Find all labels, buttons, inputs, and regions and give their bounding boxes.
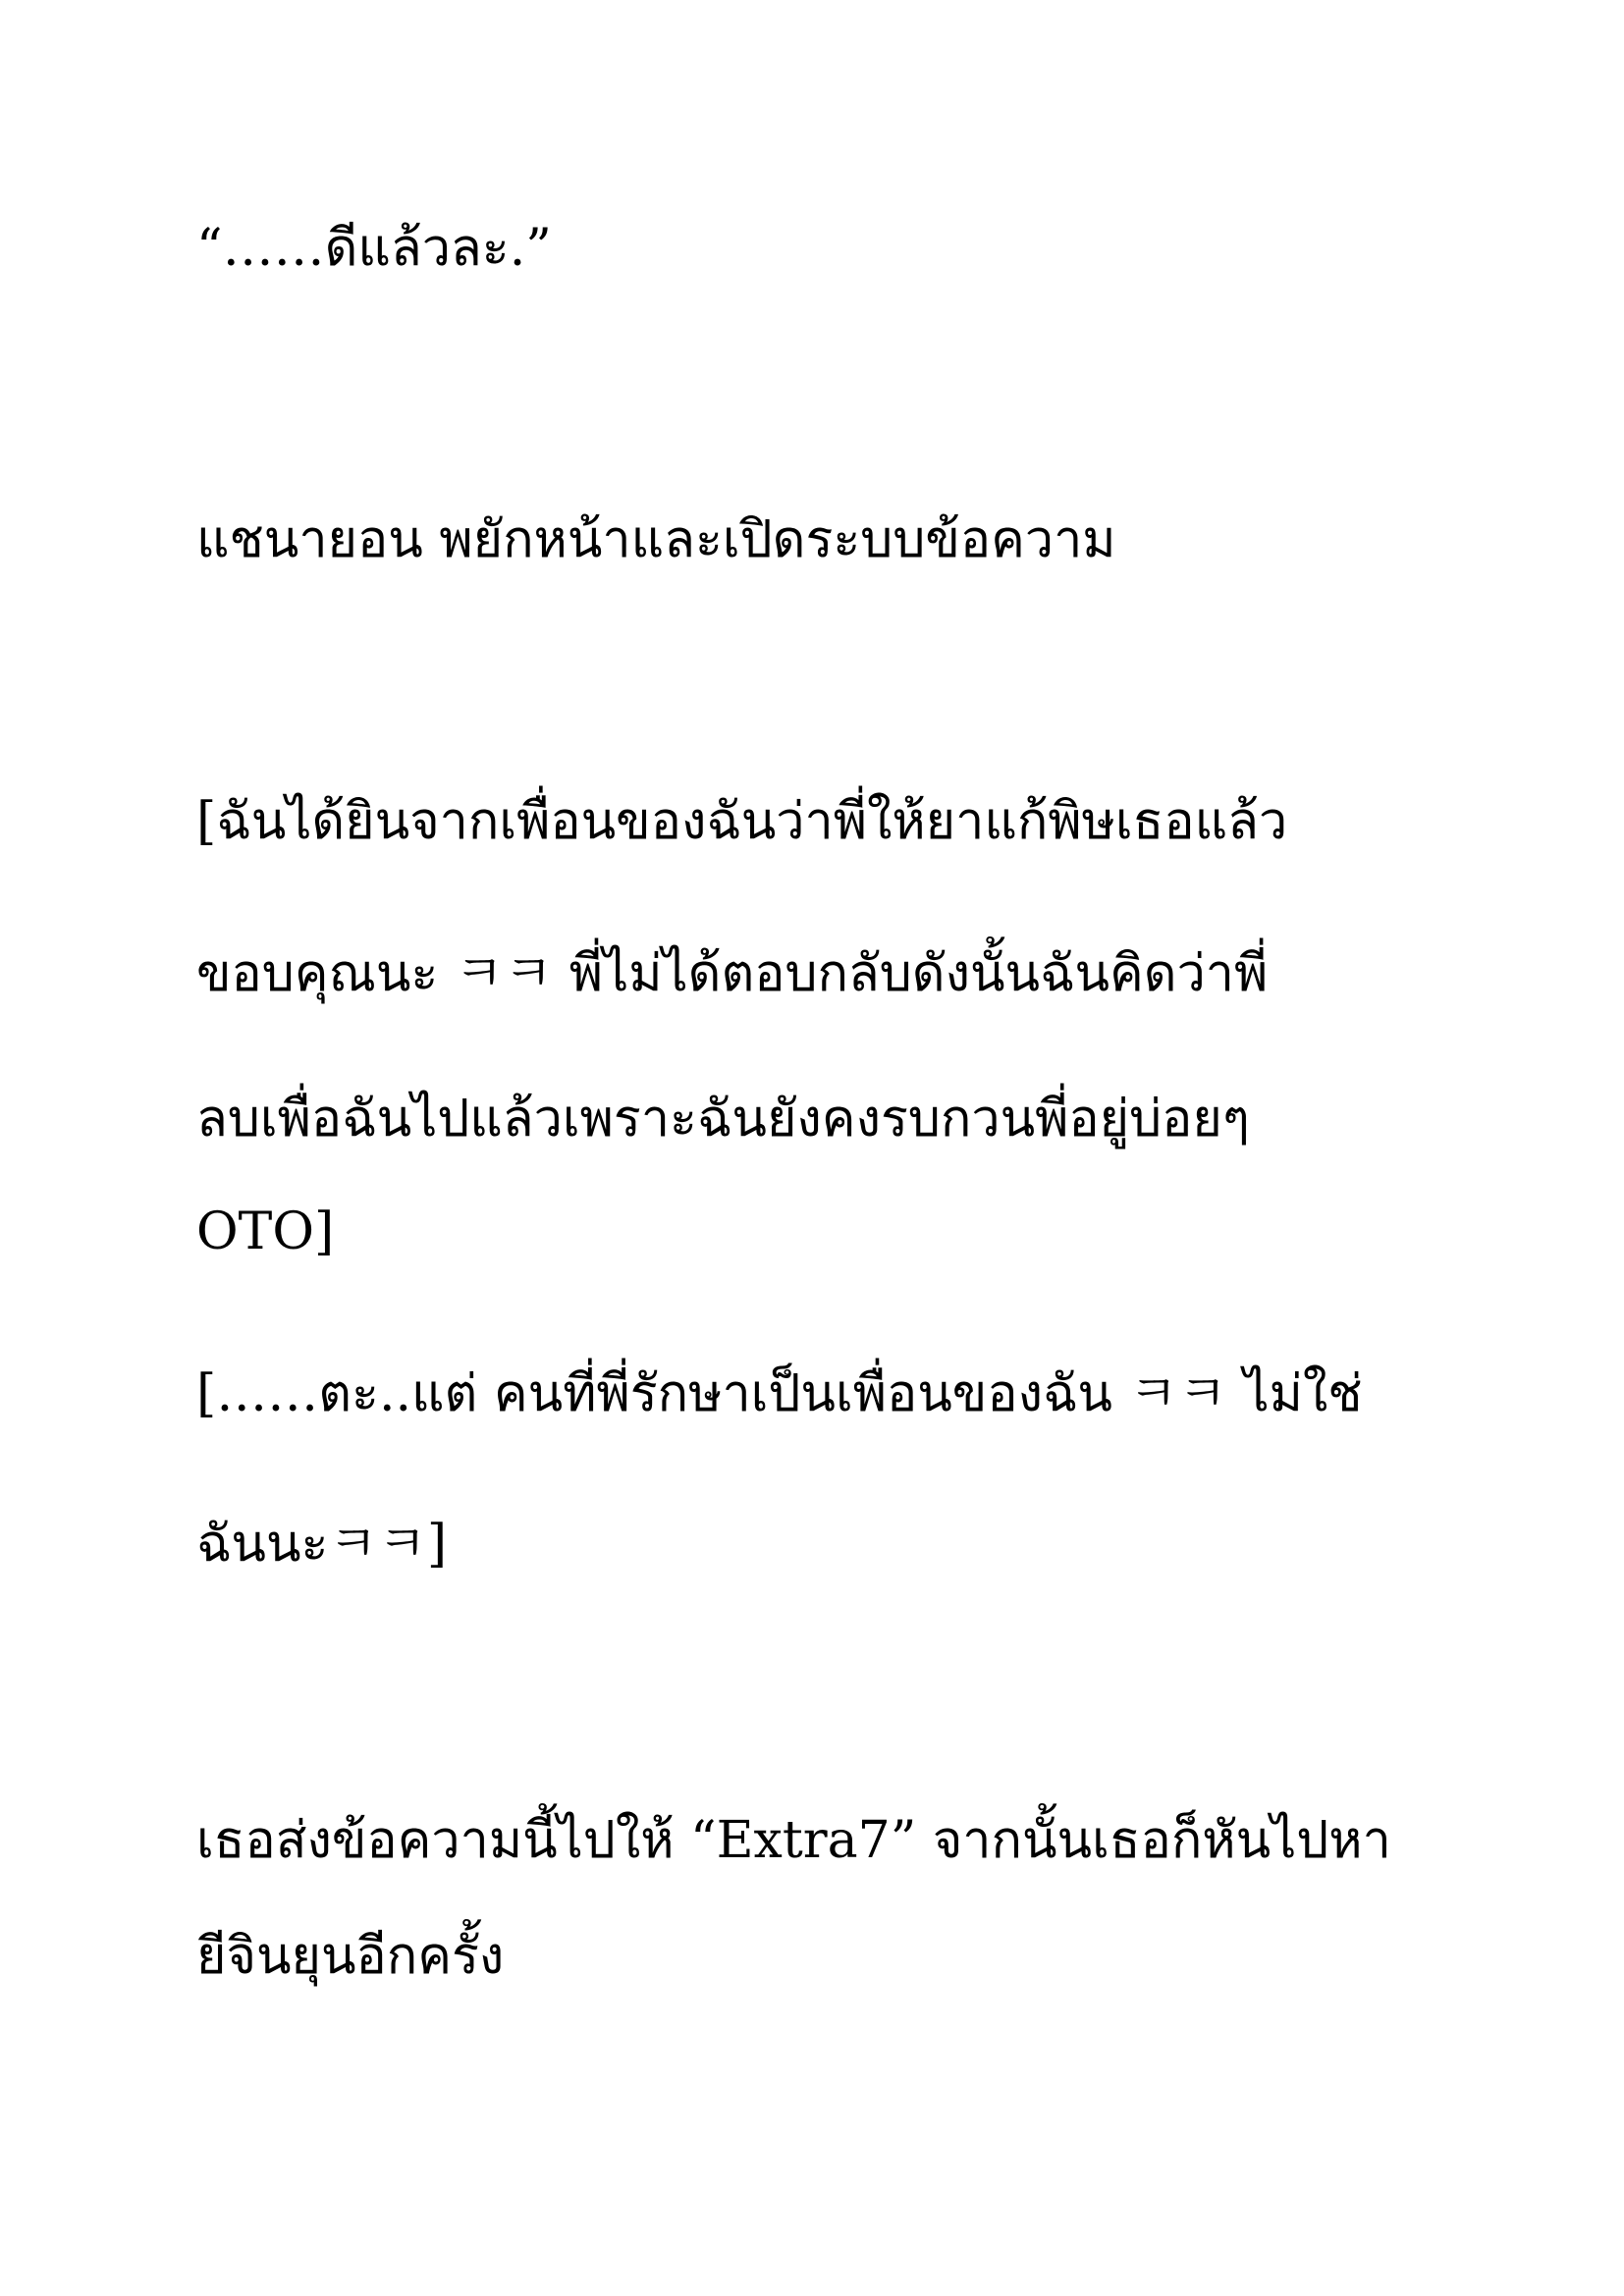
text-line: [ฉันได้ยินจากเพื่อนของฉันว่าพี่ให้ยาแก้พิษเธอแล้ว [196,792,1288,851]
text-line: ยีจินยุนอีกครั้ง [196,1927,505,1986]
text-line: “……ดีแล้วละ.” [196,219,552,278]
text-line: ฉันนะㅋㅋ] [196,1515,448,1574]
text-line: ลบเพื่อฉันไปแล้วเพราะฉันยังคงรบกวนพี่อยู่บ่อยๆ [196,1090,1250,1148]
text-line: แชนายอน พยักหน้าและเปิดระบบข้อความ [196,510,1116,569]
text-line: ขอบคุณนะ ㅋㅋ พี่ไม่ได้ตอบกลับดังนั้นฉันคิดว่าพี่ [196,944,1269,1003]
text-line: เธอส่งข้อความนี้ไปให้ “Extra7” จากนั้นเธอก็หันไปหา [196,1811,1391,1870]
text-line: OTO] [196,1202,335,1261]
text-line: [……ตะ..แต่ คนที่พี่รักษาเป็นเพื่อนของฉัน ㅋㅋ ไม่ใช่ [196,1364,1363,1423]
